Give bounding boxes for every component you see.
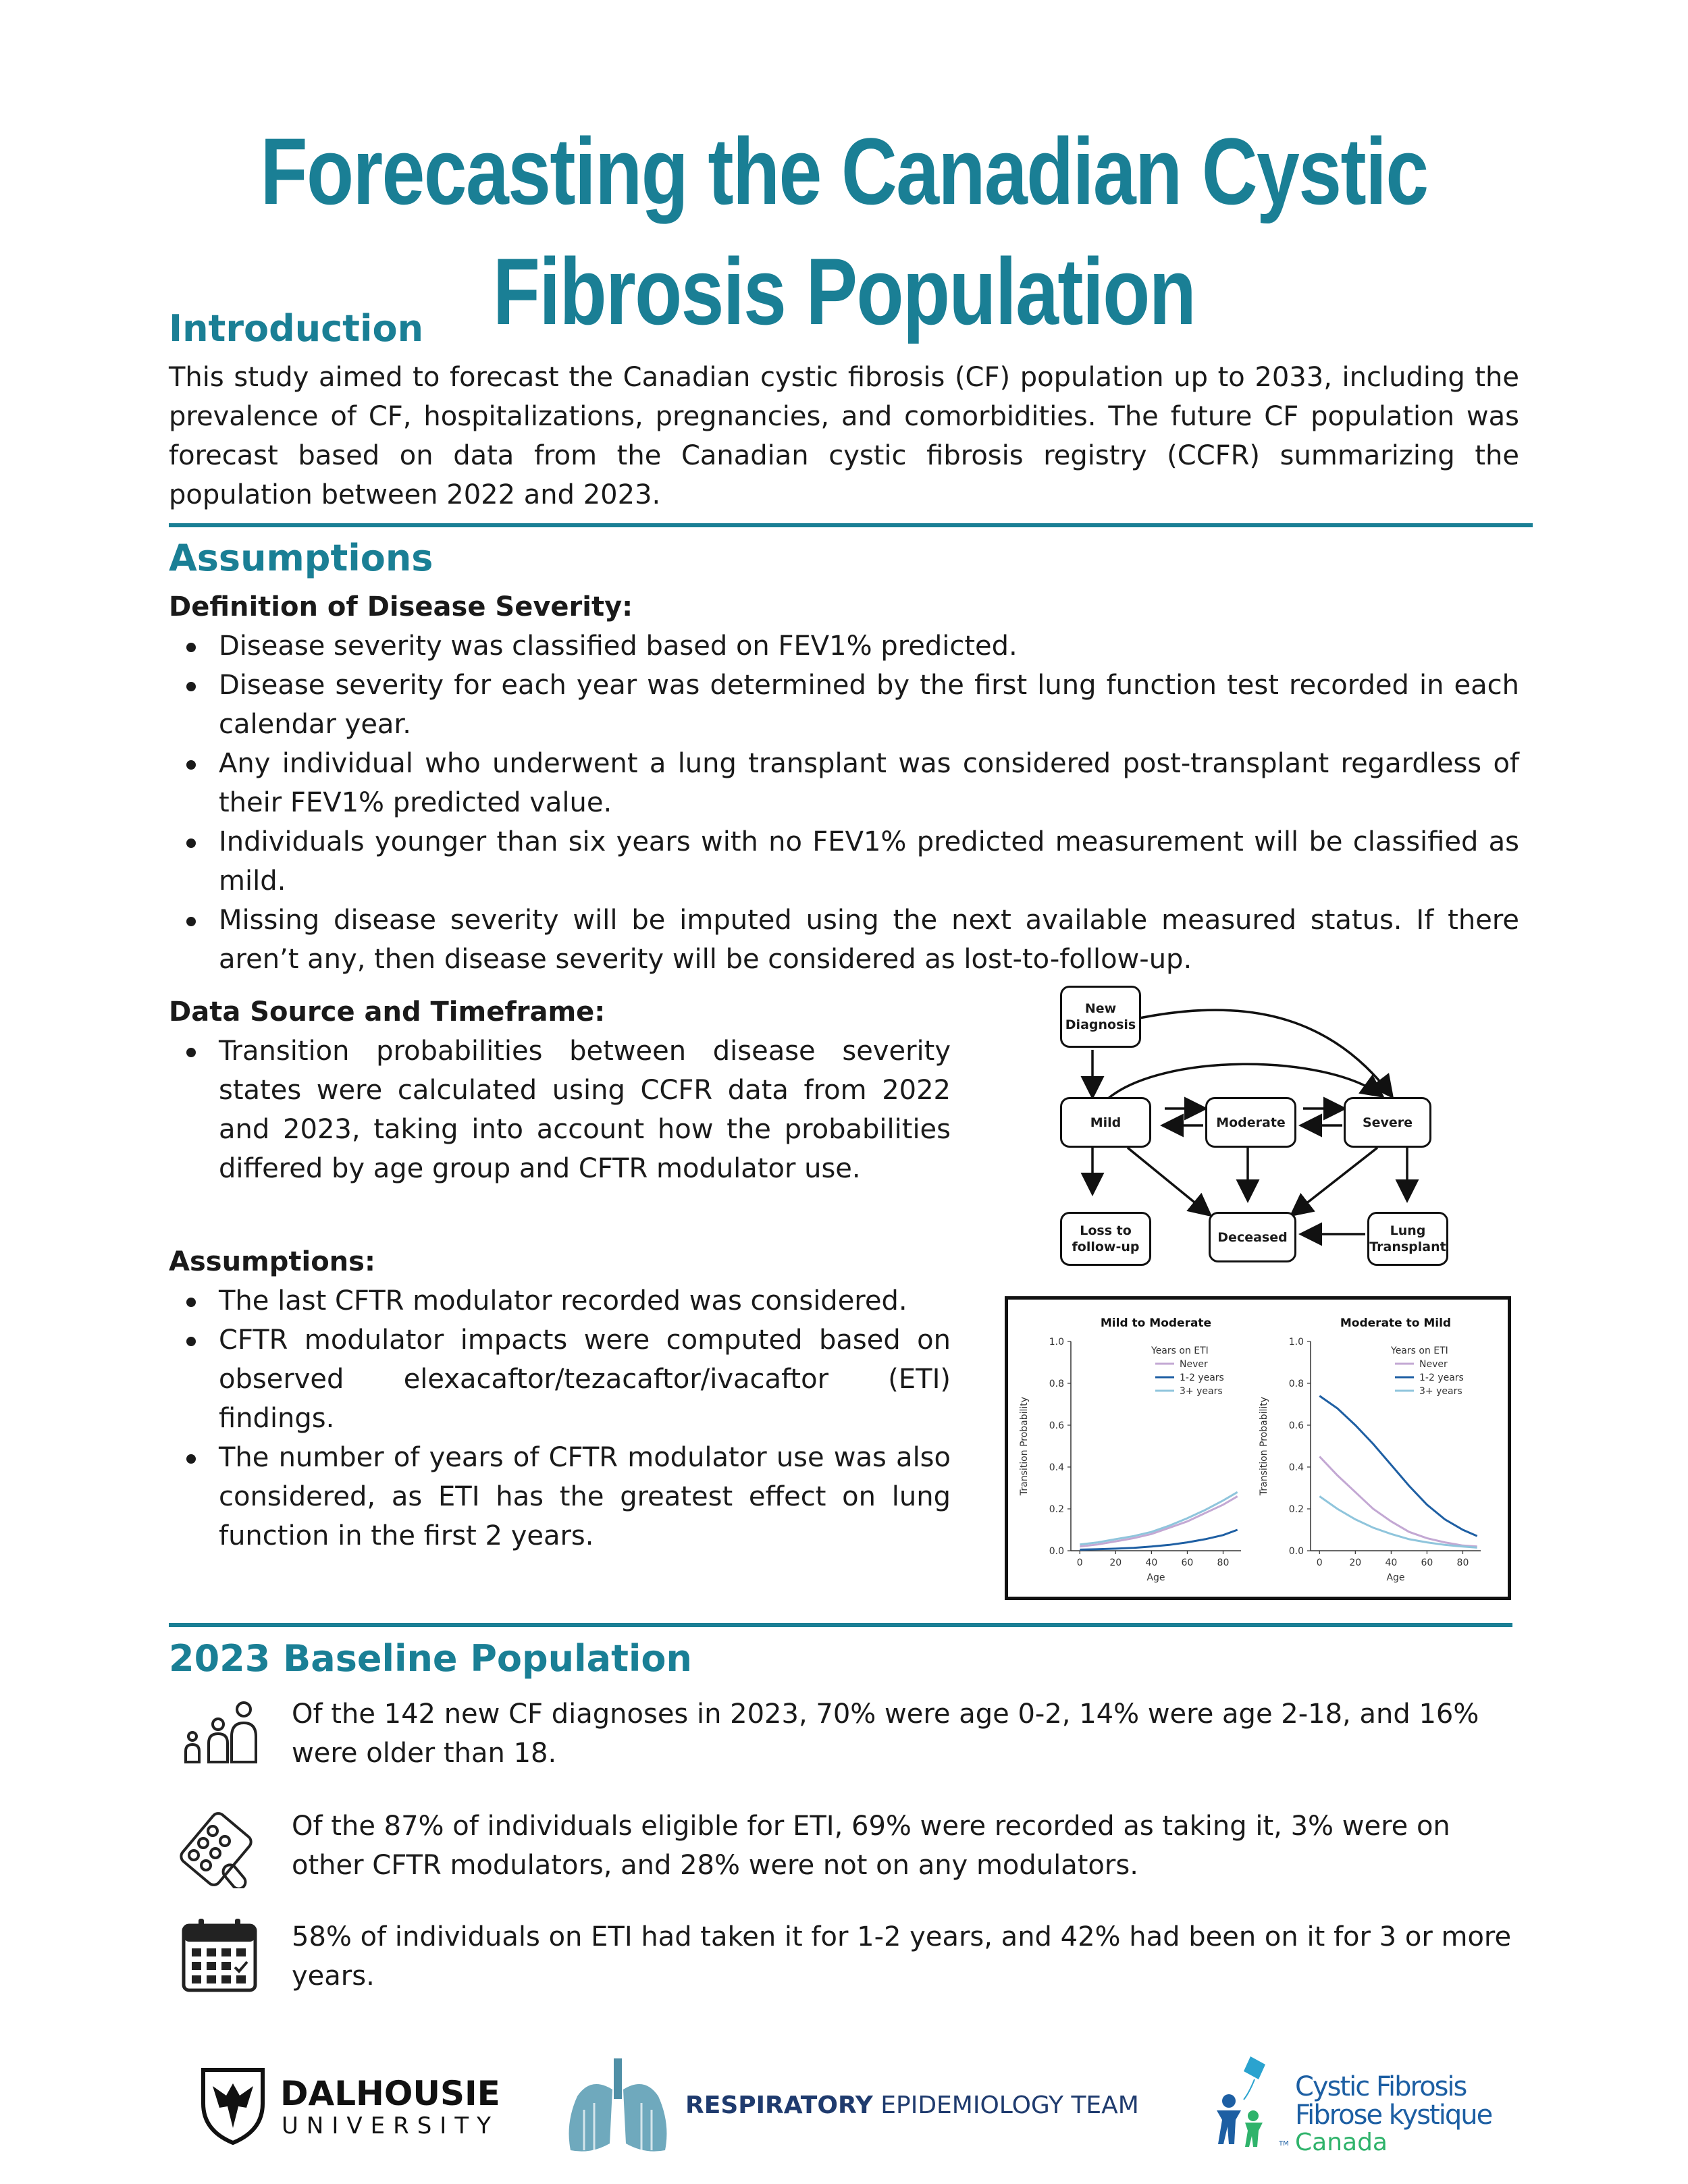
y-tick-label: 0.2 bbox=[1288, 1504, 1304, 1515]
severity-list bbox=[169, 627, 1519, 979]
y-tick-label: 1.0 bbox=[1049, 1337, 1064, 1348]
legend-title: Years on ETI bbox=[1391, 1346, 1448, 1356]
legend-entry: Never bbox=[1419, 1359, 1448, 1370]
legend-entry: 3+ years bbox=[1180, 1386, 1223, 1397]
legend-entry: 3+ years bbox=[1419, 1386, 1462, 1397]
x-tick-label: 40 bbox=[1145, 1557, 1158, 1568]
x-tick-label: 20 bbox=[1349, 1557, 1362, 1568]
cystic-fibrosis-canada-logo bbox=[1209, 2052, 1506, 2160]
node-mild: Mild bbox=[1060, 1097, 1151, 1148]
x-tick-label: 60 bbox=[1181, 1557, 1194, 1568]
legend-entry: 1-2 years bbox=[1180, 1373, 1224, 1383]
series-line bbox=[1080, 1496, 1237, 1546]
node-severe: Severe bbox=[1344, 1097, 1431, 1148]
respiratory-team-name bbox=[685, 2091, 1139, 2121]
y-tick-label: 0.4 bbox=[1049, 1462, 1064, 1473]
x-tick-label: 40 bbox=[1385, 1557, 1398, 1568]
section-divider bbox=[169, 1623, 1512, 1627]
node-new-diagnosis: New Diagnosis bbox=[1060, 986, 1141, 1048]
legend-entry: 1-2 years bbox=[1419, 1373, 1464, 1383]
dalhousie-name: DALHOUSIE bbox=[280, 2074, 500, 2113]
list-item: Missing disease severity will be imputed using the next available measured status. If there aren’t any, then disease severity will be considered as lost-to-follow-up. bbox=[169, 901, 1519, 979]
node-moderate: Moderate bbox=[1205, 1097, 1296, 1148]
y-tick-label: 0.2 bbox=[1049, 1504, 1064, 1515]
y-tick-label: 0.4 bbox=[1288, 1462, 1304, 1473]
transition-diagram bbox=[1013, 979, 1445, 1276]
x-tick-label: 20 bbox=[1109, 1557, 1122, 1568]
list-item: Disease severity for each year was determined by the first lung function test recorded in each calendar year. bbox=[169, 666, 1519, 744]
x-tick-label: 0 bbox=[1076, 1557, 1083, 1568]
list-item: The last CFTR modulator recorded was considered. bbox=[169, 1281, 951, 1321]
list-item: Transition probabilities between disease severity states were calculated using CCFR data from 2022 and 2023, taking into account how the probabilities differed by age group and CFTR modulator use. bbox=[169, 1032, 951, 1188]
stat-eti-duration: 58% of individuals on ETI had taken it for 1-2 years, and 42% had been on it for 3 or more years. bbox=[292, 1921, 1512, 1992]
source-subheading: Data Source and Timeframe: bbox=[169, 996, 606, 1028]
epidemiology-team-words: EPIDEMIOLOGY TEAM bbox=[872, 2092, 1139, 2119]
series-line bbox=[1319, 1396, 1477, 1537]
cf-line-canada: Canada bbox=[1295, 2129, 1388, 2156]
y-axis-label: Transition Probability bbox=[1019, 1396, 1030, 1496]
node-loss-to-follow-up: Loss to follow-up bbox=[1060, 1212, 1151, 1266]
node-deceased: Deceased bbox=[1209, 1212, 1296, 1262]
y-tick-label: 0.6 bbox=[1288, 1420, 1304, 1431]
cf-line-french: Fibrose kystique bbox=[1295, 2100, 1492, 2131]
y-tick-label: 0.0 bbox=[1049, 1546, 1064, 1557]
x-tick-label: 80 bbox=[1456, 1557, 1469, 1568]
list-item: Disease severity was classified based on FEV1% predicted. bbox=[169, 627, 1519, 666]
calendar-icon bbox=[181, 1916, 259, 1994]
source-list bbox=[169, 1032, 951, 1188]
node-lung-transplant: Lung Transplant bbox=[1367, 1212, 1448, 1266]
y-tick-label: 0.6 bbox=[1049, 1420, 1064, 1431]
y-axis-label: Transition Probability bbox=[1259, 1396, 1269, 1496]
legend-title: Years on ETI bbox=[1151, 1346, 1209, 1356]
list-item: CFTR modulator impacts were computed based on observed elexacaftor/tezacaftor/ivacaftor (ETI) findings. bbox=[169, 1321, 951, 1438]
cf-line-english: Cystic Fibrosis bbox=[1295, 2071, 1467, 2102]
dalhousie-shield-icon bbox=[199, 2066, 267, 2146]
y-tick-label: 0.0 bbox=[1288, 1546, 1304, 1557]
page-title: Forecasting the Canadian Cystic Fibrosis Population bbox=[260, 118, 1428, 344]
list-item: The number of years of CFTR modulator use was also considered, as ETI has the greatest effect on lung function in the first 2 years. bbox=[169, 1438, 951, 1555]
family-icon bbox=[179, 1701, 263, 1769]
transition-chart-svg bbox=[1008, 1300, 1508, 1597]
dalhousie-university: UNIVERSITY bbox=[282, 2112, 499, 2139]
severity-subheading: Definition of Disease Severity: bbox=[169, 591, 633, 622]
y-tick-label: 0.8 bbox=[1049, 1379, 1064, 1389]
respiratory-epidemiology-logo bbox=[564, 2056, 1139, 2157]
x-tick-label: 60 bbox=[1421, 1557, 1433, 1568]
series-line bbox=[1080, 1530, 1237, 1549]
x-axis-label: Age bbox=[1146, 1572, 1165, 1583]
series-line bbox=[1319, 1496, 1477, 1547]
chart-title: Mild to Moderate bbox=[1100, 1316, 1212, 1330]
respiratory-word: RESPIRATORY bbox=[685, 2092, 873, 2119]
introduction-text: This study aimed to forecast the Canadian cystic fibrosis (CF) population up to 2033, including the prevalence of CF, hospitalizations, pregnancies, and comorbidities. The future CF population was forecast based on data from the Canadian cystic fibrosis registry (CCFR) summarizing the population between 2022 and 2023. bbox=[169, 362, 1519, 510]
series-line bbox=[1319, 1457, 1477, 1547]
lungs-icon bbox=[564, 2056, 672, 2157]
introduction-heading: Introduction bbox=[169, 307, 424, 350]
section-divider bbox=[169, 523, 1533, 527]
trademark-mark: TM bbox=[1279, 2140, 1289, 2148]
stat-new-diagnoses: Of the 142 new CF diagnoses in 2023, 70% were age 0-2, 14% were age 2-18, and 16% were older than 18. bbox=[292, 1699, 1479, 1769]
legend-entry: Never bbox=[1180, 1359, 1208, 1370]
pills-icon bbox=[179, 1804, 263, 1888]
baseline-heading: 2023 Baseline Population bbox=[169, 1637, 692, 1680]
kite-family-icon bbox=[1209, 2052, 1286, 2154]
y-tick-label: 1.0 bbox=[1288, 1337, 1304, 1348]
y-tick-label: 0.8 bbox=[1288, 1379, 1304, 1389]
assumptions-heading: Assumptions bbox=[169, 537, 433, 579]
dalhousie-logo bbox=[199, 2066, 500, 2147]
chart-title: Moderate to Mild bbox=[1340, 1316, 1452, 1330]
assumptions-list bbox=[169, 1281, 951, 1555]
x-axis-label: Age bbox=[1386, 1572, 1405, 1583]
assumptions-subheading: Assumptions: bbox=[169, 1246, 375, 1277]
x-tick-label: 80 bbox=[1217, 1557, 1230, 1568]
list-item: Individuals younger than six years with no FEV1% predicted measurement will be classified as mild. bbox=[169, 822, 1519, 901]
transition-charts bbox=[1005, 1296, 1511, 1600]
list-item: Any individual who underwent a lung transplant was considered post-transplant regardless of their FEV1% predicted value. bbox=[169, 744, 1519, 822]
x-tick-label: 0 bbox=[1316, 1557, 1323, 1568]
stat-eti-eligibility: Of the 87% of individuals eligible for ETI, 69% were recorded as taking it, 3% were on other CFTR modulators, and 28% were not on any modulators. bbox=[292, 1811, 1450, 1881]
